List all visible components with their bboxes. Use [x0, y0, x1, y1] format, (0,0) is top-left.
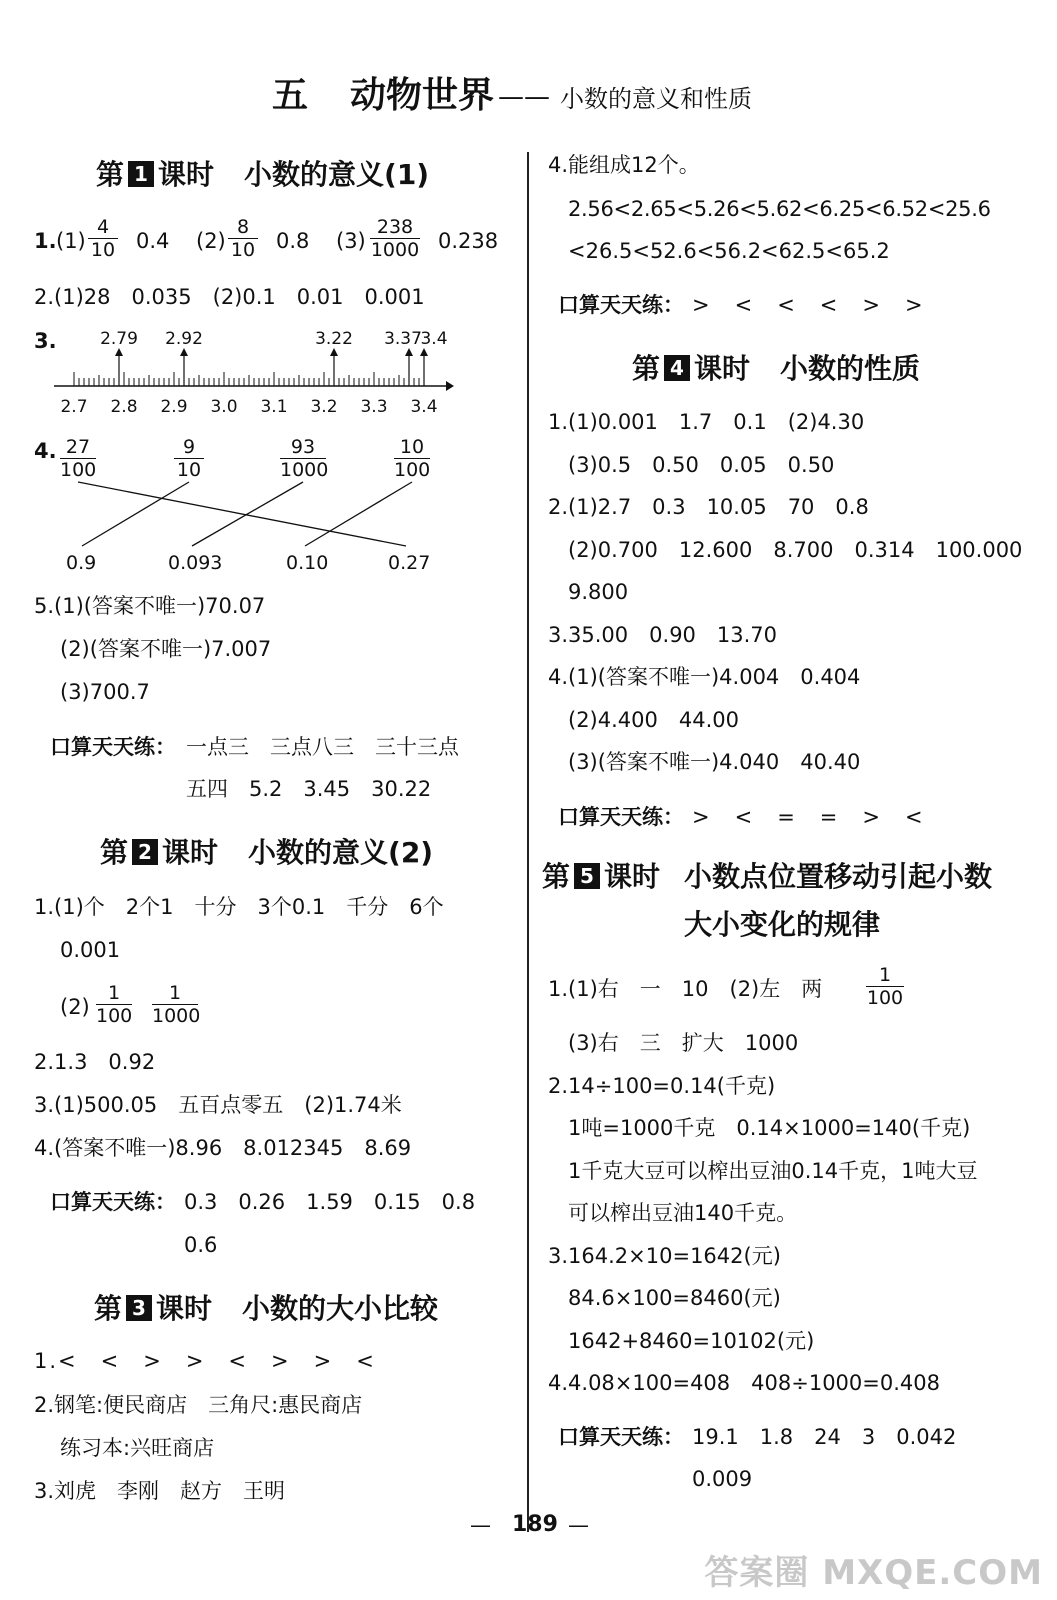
lesson-4-heading: 第 4 课时 小数的性质 — [632, 352, 921, 385]
l1-q4-decimal-4: 0.27 — [388, 552, 431, 574]
l1-kousuan-line-1: 一点三 三点八三 三十三点 — [186, 735, 459, 759]
number-line-tick-label: 3.2 — [310, 397, 338, 417]
l2-q2: 2.1.3 0.92 — [34, 1050, 156, 1074]
l5-q1-line-1: 1.(1)右 一 10 (2)左 两 — [548, 977, 823, 1001]
l2-q1-2-pre: (2) — [60, 995, 90, 1019]
matching-lines — [0, 480, 520, 550]
l1-q1-2-fraction: 8 10 — [228, 216, 258, 261]
l3-q4-line-3: <26.5<52.6<56.2<62.5<65.2 — [568, 239, 890, 263]
l4-kousuan-answers: > < = = > < — [692, 805, 925, 829]
l3-q2-line-2: 练习本:兴旺商店 — [60, 1436, 215, 1460]
l3-q4-line-2: 2.56<2.65<5.26<5.62<6.25<6.52<25.6 — [568, 197, 991, 221]
number-line-tick-label: 2.8 — [110, 397, 138, 417]
number-line-mark-arrowhead — [180, 348, 188, 356]
l5-kousuan-label: 口算天天练： — [558, 1425, 684, 1449]
l1-q1-3-pre: (3) — [336, 229, 366, 253]
l2-q3: 3.(1)500.05 五百点零五 (2)1.74米 — [34, 1093, 402, 1117]
l4-q4-line-1: 4.(1)(答案不唯一)4.004 0.404 — [548, 665, 861, 689]
column-divider — [527, 152, 529, 1532]
l1-q4-fraction-2: 9 10 — [174, 436, 204, 481]
l5-q2-line-4: 可以榨出豆油140千克。 — [568, 1201, 798, 1225]
l5-q2-line-2: 1吨=1000千克 0.14×1000=140(千克) — [568, 1116, 971, 1140]
number-line-tick-label: 3.0 — [210, 397, 238, 417]
l4-q1-line-1: 1.(1)0.001 1.7 0.1 (2)4.30 — [548, 410, 865, 434]
lesson-2-heading: 第 2 课时 小数的意义(2) — [100, 836, 434, 869]
l2-kousuan-line-1: 0.3 0.26 1.59 0.15 0.8 — [184, 1190, 476, 1214]
lesson-5-heading: 第 5 课时 小数点位置移动引起小数 — [542, 860, 993, 893]
lesson-3-heading: 第 3 课时 小数的大小比较 — [94, 1292, 439, 1325]
l4-q3: 3.35.00 0.90 13.70 — [548, 623, 778, 647]
l1-q4-decimal-3: 0.10 — [286, 552, 329, 574]
l1-q1-1-fraction: 4 10 — [88, 216, 118, 261]
l1-q4-fraction-4: 10 100 — [394, 436, 431, 481]
number-line-arrowhead — [446, 381, 454, 391]
l5-kousuan-line-1: 19.1 1.8 24 3 0.042 — [692, 1425, 957, 1449]
l3-q3: 3.刘虎 李刚 赵方 王明 — [34, 1479, 286, 1503]
lesson-1-heading: 第 1 课时 小数的意义(1) — [96, 158, 430, 191]
l5-q4: 4.4.08×100=408 408÷1000=0.408 — [548, 1371, 940, 1395]
matching-line — [78, 482, 406, 546]
l2-q4: 4.(答案不唯一)8.96 8.012345 8.69 — [34, 1136, 412, 1160]
l1-q1-3-fraction: 238 1000 — [370, 216, 420, 261]
l5-q3-line-3: 1642+8460=10102(元) — [568, 1329, 815, 1353]
l1-q5-line-3: (3)700.7 — [60, 680, 150, 704]
number-line-mark-arrowhead — [330, 348, 338, 356]
matching-line — [192, 482, 303, 546]
page-number-dash-left: — — [470, 1513, 491, 1537]
page-number-dash-right: — — [568, 1513, 589, 1537]
l5-q2-line-3: 1千克大豆可以榨出豆油0.14千克，1吨大豆 — [568, 1159, 978, 1183]
number-line-mark-label: 3.37 — [384, 329, 422, 349]
matching-line — [82, 482, 189, 546]
l4-kousuan-label: 口算天天练： — [558, 805, 684, 829]
l1-q1-label: 1. — [34, 229, 57, 253]
number-line-tick-label: 2.7 — [60, 397, 88, 417]
l2-q1-line-1: 1.(1)个 2个1 十分 3个0.1 千分 6个 — [34, 895, 444, 919]
l5-q3-line-2: 84.6×100=8460(元) — [568, 1286, 781, 1310]
number-line-mark-arrowhead — [405, 348, 413, 356]
l1-q3-label: 3. — [34, 329, 57, 353]
number-line-tick-label: 3.3 — [360, 397, 388, 417]
l3-q1: 1.< < > > < > > < — [34, 1349, 376, 1373]
l1-q1-2-pre: (2) — [196, 229, 226, 253]
l4-q2-line-3: 9.800 — [568, 580, 629, 604]
number-line-mark-label: 2.92 — [165, 329, 203, 349]
l4-q4-line-2: (2)4.400 44.00 — [568, 708, 739, 732]
l5-kousuan-line-2: 0.009 — [692, 1467, 753, 1491]
l1-q4-decimal-2: 0.093 — [168, 552, 223, 574]
chapter-number: 五 — [272, 75, 309, 116]
l1-q4-fraction-3: 93 1000 — [280, 436, 329, 481]
number-line-tick-label: 2.9 — [160, 397, 188, 417]
l1-q1-3-answer: 0.238 — [438, 229, 499, 253]
number-line-mark-label: 2.79 — [100, 329, 138, 349]
chapter-title: 动物世界 — [350, 75, 495, 116]
l1-kousuan-line-2: 五四 5.2 3.45 30.22 — [186, 777, 432, 801]
number-line-tick-label: 3.1 — [260, 397, 288, 417]
l5-q3-line-1: 3.164.2×10=1642(元) — [548, 1244, 781, 1268]
l1-kousuan-label: 口算天天练： — [50, 735, 176, 759]
lesson-5-heading-line-2: 大小变化的规律 — [684, 908, 881, 941]
l5-q2-line-1: 2.14÷100=0.14(千克) — [548, 1074, 776, 1098]
l1-q1-1-pre: (1) — [56, 229, 86, 253]
l5-q1-line-2: (3)右 三 扩大 1000 — [568, 1031, 799, 1055]
l5-q1-fraction: 1 100 — [866, 964, 904, 1009]
watermark: 答案圈 MXQE.COM — [704, 1553, 1043, 1593]
l1-q4-decimal-1: 0.9 — [66, 552, 97, 574]
l4-q2-line-1: 2.(1)2.7 0.3 10.05 70 0.8 — [548, 495, 869, 519]
number-line-tick-label: 3.4 — [410, 397, 438, 417]
l2-kousuan-label: 口算天天练： — [50, 1190, 176, 1214]
number-line-mark-label: 3.22 — [315, 329, 353, 349]
number-line-mark-arrowhead — [115, 348, 123, 356]
l4-q4-line-3: (3)(答案不唯一)4.040 40.40 — [568, 750, 861, 774]
l2-q1-fraction-1: 1 100 — [96, 982, 133, 1027]
l1-q4-label: 4. — [34, 439, 57, 463]
chapter-dash: —— — [498, 82, 550, 112]
l2-q1-fraction-2: 1 1000 — [152, 982, 201, 1027]
l1-q2: 2.(1)28 0.035 (2)0.1 0.01 0.001 — [34, 285, 425, 309]
l1-q4-fraction-1: 27 100 — [60, 436, 97, 481]
l2-kousuan-line-2: 0.6 — [184, 1233, 218, 1257]
l4-q2-line-2: (2)0.700 12.600 8.700 0.314 100.000 — [568, 538, 1023, 562]
number-line — [50, 320, 460, 420]
number-line-mark-label: 3.4 — [420, 329, 448, 349]
l1-q5-line-2: (2)(答案不唯一)7.007 — [60, 637, 272, 661]
l3-kousuan-answers: > < < < > > — [692, 293, 925, 317]
l1-q1-1-answer: 0.4 — [136, 229, 170, 253]
l1-q5-line-1: 5.(1)(答案不唯一)70.07 — [34, 594, 266, 618]
page-number: 189 — [512, 1512, 558, 1537]
number-line-mark-arrowhead — [420, 348, 428, 356]
chapter-subtitle: 小数的意义和性质 — [560, 85, 752, 113]
l3-q2-line-1: 2.钢笔:便民商店 三角尺:惠民商店 — [34, 1393, 363, 1417]
l3-kousuan-label: 口算天天练： — [558, 293, 684, 317]
l2-q1-line-2: 0.001 — [60, 938, 121, 962]
l1-q1-2-answer: 0.8 — [276, 229, 310, 253]
l3-q4: 4.能组成12个。 — [548, 153, 700, 177]
l4-q1-line-2: (3)0.5 0.50 0.05 0.50 — [568, 453, 835, 477]
